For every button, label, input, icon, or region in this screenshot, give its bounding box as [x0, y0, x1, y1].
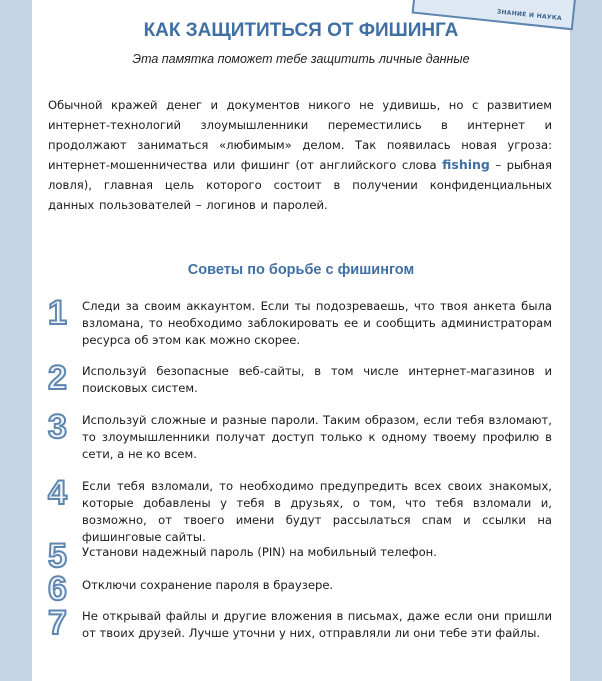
tip-item-2: [48, 359, 552, 397]
stamp-text: ЗНАНИЕ И НАУКА: [496, 8, 563, 23]
tip-number-7: 7: [48, 604, 67, 642]
intro-paragraph: [48, 95, 552, 215]
tip-item-4: [48, 474, 552, 546]
tip-text-3: Используй сложные и разные пароли. Таким образом, если тебя взломают, то злоумышленники получат доступ только к одному твоему профилю в сети, а не ко всем.: [82, 413, 552, 461]
tip-number-1: 1: [48, 294, 67, 332]
tip-text-4: Если тебя взломали, то необходимо предупредить всех своих знакомых, которые добавлены у тебя в друзьях, о том, что тебя взломали и, возможно, от твоего имени будут рассылаться спам и ссылки на фишинговые сайты.: [82, 479, 552, 544]
tip-number-2: 2: [48, 359, 67, 397]
tips-section-title: Советы по борьбе с фишингом: [187, 262, 415, 278]
tip-text-2: Используй безопасные веб-сайты, в том числе интернет-магазинов и поисковых систем.: [82, 364, 552, 395]
tip-text-6: Отключи сохранение пароля в браузере.: [82, 578, 334, 592]
tip-item-3: [48, 408, 552, 463]
tip-item-6: [48, 570, 552, 608]
intro-keyword: fishing: [442, 157, 490, 172]
tip-text-5: Установи надежный пароль (PIN) на мобильный телефон.: [82, 545, 437, 559]
tip-text-7: Не открывай файлы и другие вложения в письмах, даже если они пришли от твоих друзей. Лучше уточни у них, отправляли ли они тебе эти файлы.: [82, 609, 552, 640]
tip-item-1: [48, 294, 552, 349]
tip-item-7: [48, 604, 552, 642]
tip-text-1: Следи за своим аккаунтом. Если ты подозреваешь, что твоя анкета была взломана, то необходимо заблокировать ее и сообщить администраторам ресурса об этом как можно скорее.: [82, 299, 552, 347]
tip-item-5: [48, 537, 552, 575]
tip-number-5: 5: [48, 537, 67, 575]
tip-number-4: 4: [48, 474, 67, 512]
intro-text-part2: – рыбная ловля), главная цель которого состоит в получении конфиденциальных данных пользователей – логинов и паролей.: [48, 158, 552, 212]
page-title: КАК ЗАЩИТИТЬСЯ ОТ ФИШИНГА: [143, 20, 459, 41]
tip-number-6: 6: [48, 570, 67, 608]
tip-number-3: 3: [48, 408, 67, 446]
page-subtitle: Эта памятка поможет тебе защитить личные данные: [132, 52, 470, 66]
intro-text-part1: Обычной кражей денег и документов никого не удивишь, но с развитием интернет-технологий злоумышленники переместились в интернет и продолжают заниматься «любимым» делом. Так появилась новая угроза: интернет-мошенничества или фишинг (от английского слова: [48, 98, 552, 172]
